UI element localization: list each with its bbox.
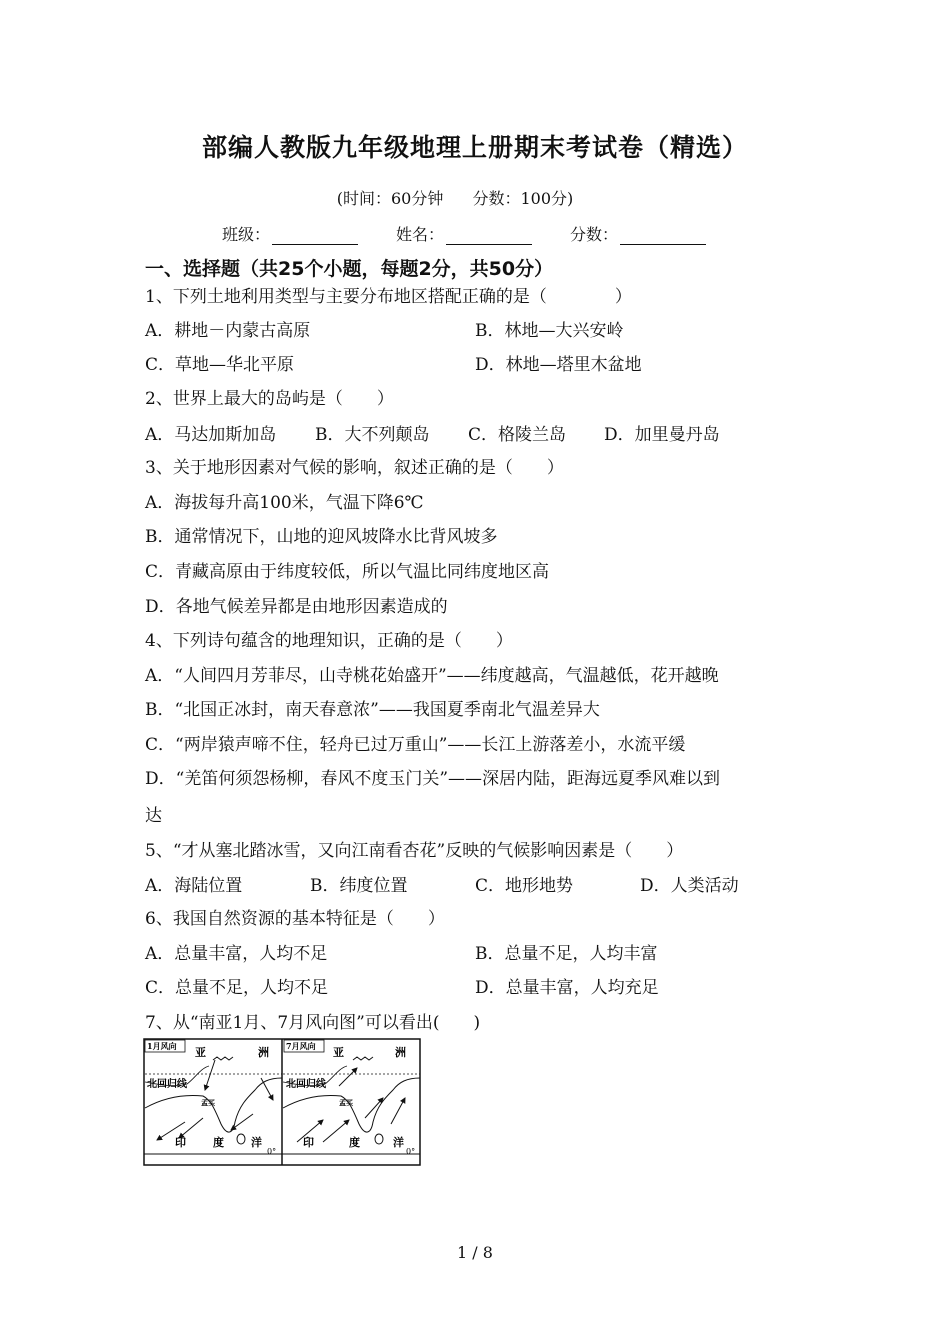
question-1: 1、下列土地利用类型与主要分布地区搭配正确的是（ ） <box>145 287 632 307</box>
svg-text:北回归线: 北回归线 <box>147 1079 187 1090</box>
svg-text:0°: 0° <box>267 1147 277 1156</box>
option-5a: A．海陆位置 <box>145 876 243 896</box>
student-info <box>222 222 744 245</box>
question-6: 6、我国自然资源的基本特征是（ ） <box>145 909 445 929</box>
exam-score: 分数：100分) <box>472 189 574 208</box>
svg-text:亚: 亚 <box>333 1046 344 1059</box>
section-title: 一、选择题（共25个小题，每题2分，共50分） <box>145 258 554 280</box>
option-2c: C．格陵兰岛 <box>468 425 567 445</box>
svg-text:度: 度 <box>349 1136 360 1149</box>
exam-meta <box>0 186 910 209</box>
option-6b: B．总量不足，人均丰富 <box>475 944 658 964</box>
option-3d: D．各地气候差异都是由地形因素造成的 <box>145 597 448 617</box>
question-4: 4、下列诗句蕴含的地理知识，正确的是（ ） <box>145 631 513 651</box>
question-2: 2、世界上最大的岛屿是（ ） <box>145 389 394 409</box>
option-1a: A．耕地－内蒙古高原 <box>145 321 311 341</box>
option-2d: D．加里曼丹岛 <box>604 425 720 445</box>
exam-time: (时间：60分钟 <box>336 189 444 208</box>
svg-text:洲: 洲 <box>395 1046 406 1059</box>
svg-text:度: 度 <box>213 1136 224 1149</box>
name-field[interactable]: 姓名： <box>396 222 532 245</box>
option-5d: D．人类活动 <box>640 876 739 896</box>
svg-text:北回归线: 北回归线 <box>286 1079 326 1090</box>
option-6d: D．总量丰富，人均充足 <box>475 978 659 998</box>
question-7: 7、从“南亚1月、7月风向图”可以看出( ) <box>145 1013 481 1033</box>
option-2b: B．大不列颠岛 <box>315 425 430 445</box>
svg-text:洲: 洲 <box>258 1046 269 1059</box>
option-1b: B．林地—大兴安岭 <box>475 321 624 341</box>
question-3: 3、关于地形因素对气候的影响，叙述正确的是（ ） <box>145 458 564 478</box>
question-5: 5、“才从塞北踏冰雪，又向江南看杏花”反映的气候影响因素是（ ） <box>145 841 684 861</box>
class-blank[interactable] <box>272 226 358 245</box>
score-field[interactable]: 分数： <box>570 222 706 245</box>
option-6a: A．总量丰富，人均不足 <box>145 944 328 964</box>
option-4b: B．“北国正冰封，南天春意浓”——我国夏季南北气温差异大 <box>145 700 600 720</box>
name-blank[interactable] <box>446 226 532 245</box>
option-1d: D．林地—塔里木盆地 <box>475 355 642 375</box>
svg-text:洋: 洋 <box>393 1136 404 1149</box>
july-title: 7月风向 <box>286 1041 316 1051</box>
svg-text:亚: 亚 <box>195 1046 206 1059</box>
option-4d: D．“羌笛何须怨杨柳，春风不度玉门关”——深居内陆，距海远夏季风难以到 <box>145 769 721 789</box>
page-number: 1 / 8 <box>457 1243 493 1262</box>
svg-text:0°: 0° <box>406 1147 416 1156</box>
score-blank[interactable] <box>620 226 706 245</box>
svg-text:孟买: 孟买 <box>339 1098 353 1107</box>
option-5c: C．地形地势 <box>475 876 574 896</box>
option-2a: A．马达加斯加岛 <box>145 425 277 445</box>
option-4d-cont: 达 <box>145 806 162 826</box>
option-4c: C．“两岸猿声啼不住，轻舟已过万重山”——长江上游落差小，水流平缓 <box>145 735 686 755</box>
south-asia-wind-map <box>143 1038 421 1166</box>
class-field[interactable]: 班级： <box>222 222 358 245</box>
option-5b: B．纬度位置 <box>310 876 408 896</box>
option-1c: C．草地—华北平原 <box>145 355 295 375</box>
option-4a: A．“人间四月芳菲尽，山寺桃花始盛开”——纬度越高，气温越低，花开越晚 <box>145 666 719 686</box>
option-3b: B．通常情况下，山地的迎风坡降水比背风坡多 <box>145 527 498 547</box>
option-6c: C．总量不足，人均不足 <box>145 978 329 998</box>
option-3a: A．海拔每升高100米，气温下降6℃ <box>145 493 424 513</box>
page-title: 部编人教版九年级地理上册期末考试卷（精选） <box>201 133 748 162</box>
svg-text:洋: 洋 <box>251 1136 262 1149</box>
svg-text:孟买: 孟买 <box>201 1098 215 1107</box>
january-title: 1月风向 <box>147 1041 177 1051</box>
option-3c: C．青藏高原由于纬度较低，所以气温比同纬度地区高 <box>145 562 550 582</box>
svg-text:印: 印 <box>303 1136 314 1149</box>
svg-text:印: 印 <box>175 1136 186 1149</box>
